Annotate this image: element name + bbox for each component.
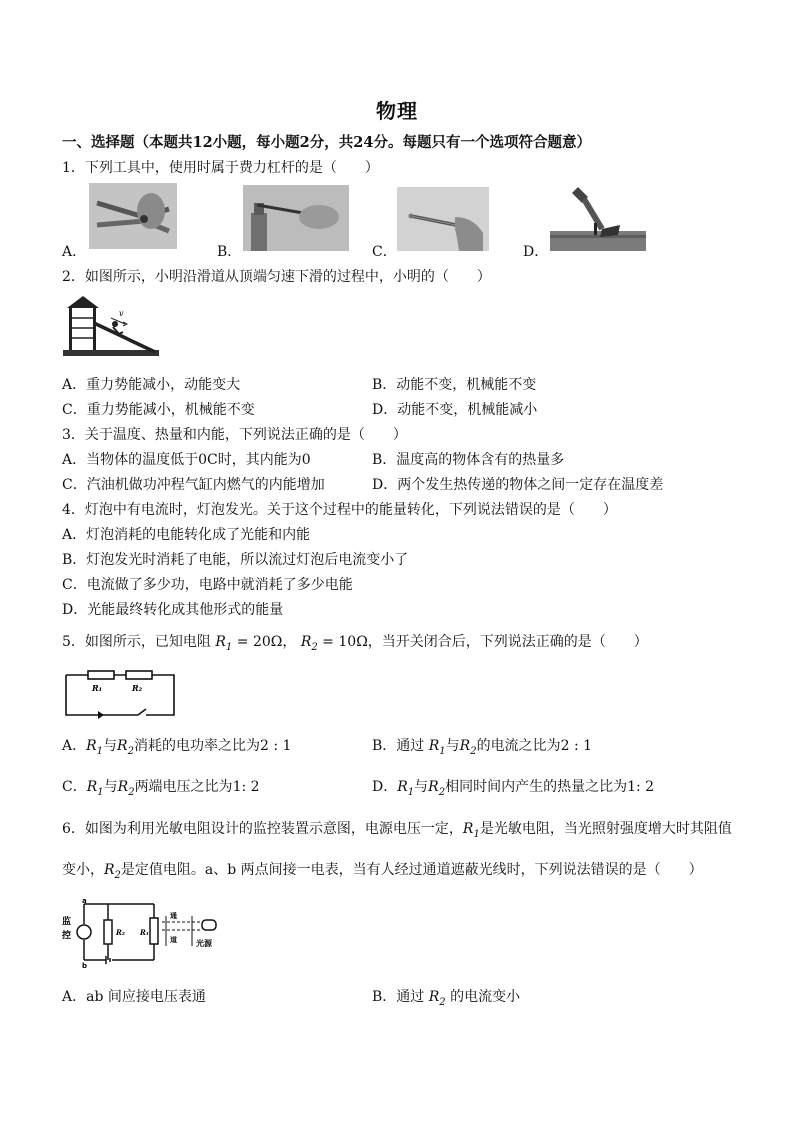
q5-option-b-text: 的电流之比为 — [476, 738, 561, 754]
page-title: 物理 — [376, 99, 418, 123]
question-1-stem: 1．下列工具中，使用时属于费力杠杆的是（ ） — [62, 160, 379, 176]
q1-image-claw-hammer — [548, 183, 648, 253]
q6-stem-line2-pre: 变小， — [62, 862, 104, 878]
diagram-r1-label: R₁ — [140, 928, 149, 937]
circuit-r2-label: R₂ — [132, 683, 143, 693]
section-heading: 一、选择题（本题共12小题，每小题2分，共24分。每题只有一个选项符合题意） — [62, 134, 591, 151]
q1-label-b: B． — [217, 244, 242, 260]
q1-image-pliers — [89, 183, 177, 249]
q6-option-b-pre: B．通过 — [372, 989, 425, 1005]
q5-option-d: D．$R_1$与$R_2$相同时间内产生的热量之比为1: 2 — [372, 779, 655, 798]
monitor-label-2: 控 — [62, 931, 72, 941]
velocity-label: v — [119, 309, 124, 318]
q2-option-c: C．重力势能减小，机械能不变 — [62, 402, 255, 418]
q5-option-c: C．$R_1$与$R_2$两端电压之比为1: 2 — [62, 779, 260, 798]
q2-option-d: D．动能不变，机械能减小 — [372, 402, 538, 418]
q6-option-a: A．ab 间应接电压表通 — [62, 989, 206, 1005]
q6-stem-line2-post: 是定值电阻。a、b 两点间接一电表，当有人经过通道遮蔽光线时，下列说法错误的是（ ） — [120, 862, 703, 878]
q6-stem-line1-pre: 6．如图为利用光敏电阻设计的监控装置示意图，电源电压一定， — [62, 821, 463, 837]
q4-option-c: C．电流做了多少功，电路中就消耗了多少电能 — [62, 577, 353, 593]
q5-option-a-ratio: 2 : 1 — [259, 738, 292, 754]
q2-slide-diagram — [63, 294, 159, 358]
point-a-label: a — [82, 897, 87, 905]
q1-image-tweezers — [397, 187, 489, 251]
question-6-stem-line2: 变小，$R_2$是定值电阻。a、b 两点间接一电表，当有人经过通道遮蔽光线时，下列说法错误的是（ ） — [62, 862, 703, 881]
question-5-stem: 5．如图所示，已知电阻 $R_1 = 20\Omega$， $R_2 = 10\Omega$，当开关闭合后，下列说法正确的是（ ） — [62, 634, 648, 653]
r1-value: 20Ω — [252, 634, 283, 650]
q5-option-d-text: 相同时间内产生的热量之比为 — [445, 779, 628, 795]
q1-image-bottle-opener — [243, 185, 349, 251]
r2-value: 10Ω — [338, 634, 368, 650]
q4-option-a: A．灯泡消耗的电能转化成了光能和内能 — [62, 527, 311, 543]
q5-option-c-text: 两端电压之比为 — [134, 779, 233, 795]
q1-label-d: D． — [523, 244, 549, 260]
q6-monitor-circuit-diagram — [62, 894, 232, 970]
q6-option-b: B．通过 $R_2$ 的电流变小 — [372, 989, 521, 1008]
q5-circuit-diagram — [64, 667, 178, 719]
q6-option-b-post: 的电流变小 — [450, 989, 521, 1005]
circuit-r1-label: R₁ — [92, 683, 103, 693]
question-6-stem-line1: 6．如图为利用光敏电阻设计的监控装置示意图，电源电压一定，$R_1$是光敏电阻，当光照射强度增大时其阻值 — [62, 821, 732, 840]
q3-option-a: A．当物体的温度低于0C时，其内能为0 — [62, 452, 311, 468]
q4-option-b: B．灯泡发光时消耗了电能，所以流过灯泡后电流变小了 — [62, 552, 409, 568]
channel-label-2: 道 — [170, 936, 177, 944]
channel-label-1: 通 — [170, 912, 177, 920]
r2-symbol: $R_2$ — [300, 634, 318, 653]
q2-option-a: A．重力势能减小，动能变大 — [62, 377, 241, 393]
r1-symbol: $R_1$ — [215, 634, 233, 653]
q3-option-c: C．汽油机做功冲程气缸内燃气的内能增加 — [62, 477, 325, 493]
q5-stem-post: ，当开关闭合后，下列说法正确的是（ ） — [367, 634, 648, 650]
q6-stem-line1-post: 是光敏电阻，当光照射强度增大时其阻值 — [479, 821, 732, 837]
q3-option-b: B．温度高的物体含有的热量多 — [372, 452, 565, 468]
q5-stem-pre: 5．如图所示，已知电阻 — [62, 634, 211, 650]
monitor-label-1: 监 — [62, 917, 72, 927]
question-2-stem: 2．如图所示，小明沿滑道从顶端匀速下滑的过程中，小明的（ ） — [62, 269, 491, 285]
q2-option-b: B．动能不变，机械能不变 — [372, 377, 537, 393]
q5-option-b: B．通过 $R_1$与$R_2$的电流之比为2 : 1 — [372, 738, 593, 757]
q1-label-a: A． — [62, 244, 87, 260]
question-3-stem: 3．关于温度、热量和内能，下列说法正确的是（ ） — [62, 427, 407, 443]
diagram-r2-label: R₂ — [116, 928, 125, 937]
q4-option-d: D．光能最终转化成其他形式的能量 — [62, 602, 284, 618]
q5-option-c-ratio: 1: 2 — [232, 779, 260, 795]
question-4-stem: 4．灯泡中有电流时，灯泡发光。关于这个过程中的能量转化，下列说法错误的是（ ） — [62, 502, 617, 518]
q5-option-b-ratio: 2 : 1 — [560, 738, 593, 754]
q5-option-d-ratio: 1: 2 — [627, 779, 655, 795]
point-b-label: b — [82, 962, 88, 970]
light-source-label: 光源 — [196, 939, 212, 948]
q5-option-a-text: 消耗的电功率之比为 — [133, 738, 260, 754]
q3-option-d: D．两个发生热传递的物体之间一定存在温度差 — [372, 477, 664, 493]
q5-option-a: A．$R_1$与$R_2$消耗的电功率之比为2 : 1 — [62, 738, 292, 757]
q1-label-c: C． — [372, 244, 397, 260]
